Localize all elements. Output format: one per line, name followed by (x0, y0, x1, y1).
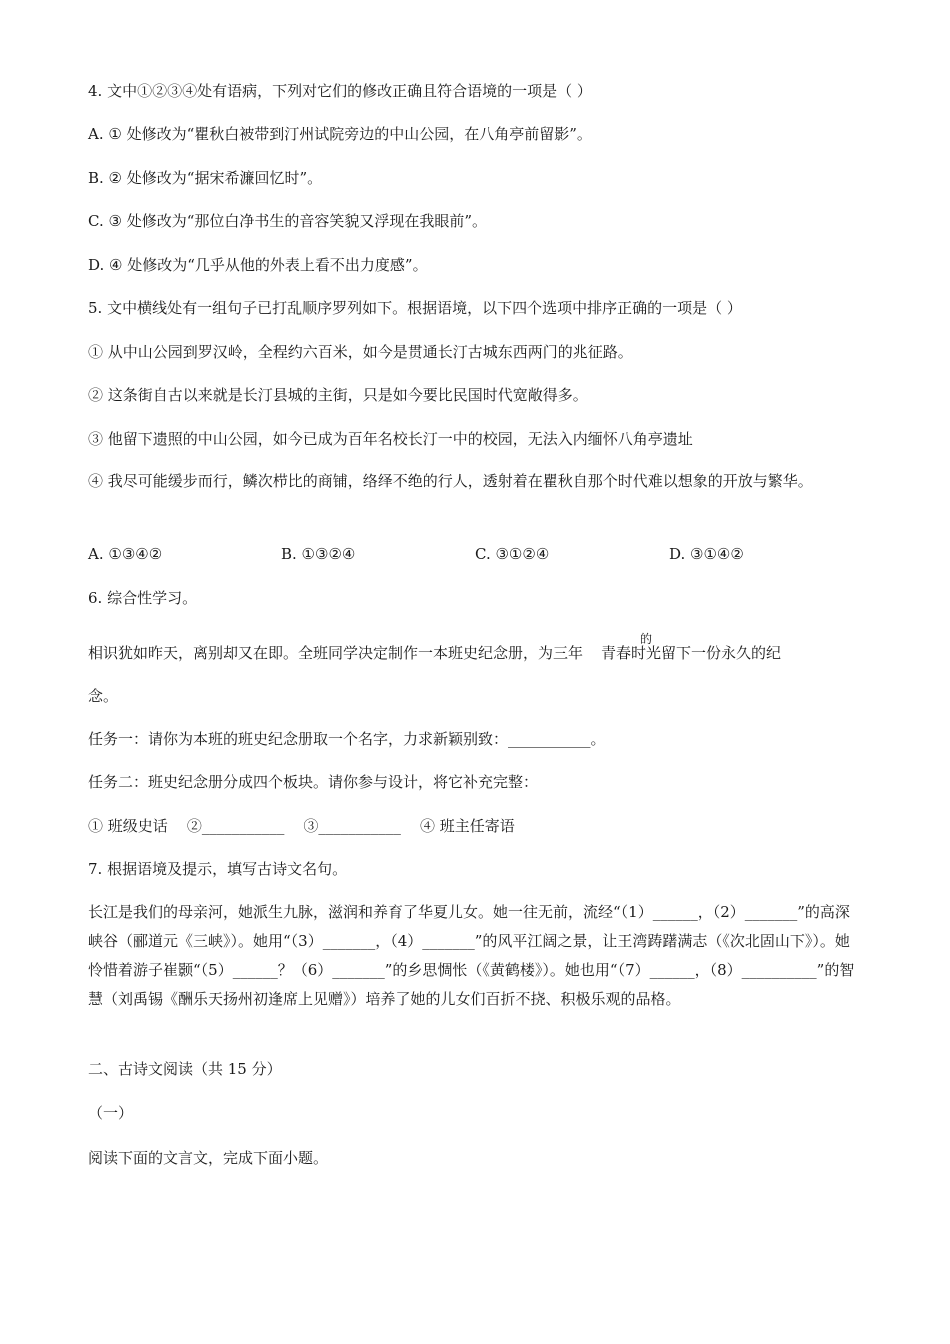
q5-option-a: A. ①③④② (88, 545, 163, 563)
section2-sub: （一） (88, 1104, 134, 1122)
q4-option-c: C. ③ 处修改为“那位白净书生的音容笑貌又浮现在我眼前”。 (88, 212, 488, 230)
q7-passage: 长江是我们的母亲河，她派生九脉，滋润和养育了华夏儿女。她一往无前，流经“（1）______，（2）_______”的高深峡谷（郦道元《三峡》）。她用“（3）_______，（4）_______”的风平江阔之景，让王湾踌躇满志（《次北固山下》）。她怜惜着游子崔颢“（5）______？（6）_______”的乡思惆怅（《黄鹤楼》）。她也用“（7）______，（8）__________”的智慧（刘禹锡《酬乐天扬州初逢席上见赠》）培养了她的儿女们百折不挠、积极乐观的品格。 (88, 903, 855, 1008)
q6-intro-line1 (88, 642, 781, 664)
q6-task2: 任务二：班史纪念册分成四个板块。请你参与设计，将它补充完整： (88, 773, 539, 791)
q6-stem: 6. 综合性学习。 (88, 589, 198, 607)
q5-sentence-4: ④ 我尽可能缓步而行，鳞次栉比的商铺，络绎不绝的行人，透射着在瞿秋自那个时代难以想象的开放与繁华。 (88, 472, 813, 490)
q4-stem: 4. 文中①②③④处有语病，下列对它们的修改正确且符合语境的一项是（ ） (88, 82, 592, 100)
q5-option-c: C. ③①②④ (475, 545, 550, 563)
q6-task1: 任务一：请你为本班的班史纪念册取一个名字，力求新颖别致：___________。 (88, 730, 606, 748)
q6-intro-before: 相识犹如昨天，离别却又在即。全班同学决定制作一本班史纪念册，为三年 (88, 644, 584, 662)
q4-option-d: D. ④ 处修改为“几乎从他的外表上看不出力度感”。 (88, 256, 428, 274)
q5-sentence-3: ③ 他留下遗照的中山公园，如今已成为百年名校长汀一中的校园，无法入内缅怀八角亭遗址 (88, 430, 693, 448)
section2-title: 二、古诗文阅读（共 15 分） (88, 1060, 282, 1078)
section2-instruction: 阅读下面的文言文，完成下面小题。 (88, 1149, 329, 1167)
q6-intro-line2: 念。 (88, 687, 119, 705)
q5-sentence-2: ② 这条街自古以来就是长汀县城的主街，只是如今要比民国时代宽敞得多。 (88, 386, 588, 404)
q6-intro-after-part: 青春时光留下一份永久的纪 (601, 644, 782, 662)
q5-stem: 5. 文中横线处有一组句子已打乱顺序罗列如下。根据语境，以下四个选项中排序正确的一项是（ ） (88, 299, 742, 317)
q4-option-a: A. ① 处修改为“瞿秋白被带到汀州试院旁边的中山公园，在八角亭前留影”。 (88, 125, 592, 143)
q5-option-b: B. ①③②④ (281, 545, 356, 563)
q6-intro-sup: 的 (640, 632, 653, 646)
q4-option-b: B. ② 处修改为“据宋希濂回忆时”。 (88, 169, 323, 187)
q5-option-d: D. ③①④② (669, 545, 744, 563)
q6-blocks: ① 班级史话 ②___________ ③___________ ④ 班主任寄语 (88, 817, 515, 835)
q7-stem: 7. 根据语境及提示，填写古诗文名句。 (88, 860, 348, 878)
q5-sentence-1: ① 从中山公园到罗汉岭，全程约六百米，如今是贯通长汀古城东西两门的兆征路。 (88, 343, 633, 361)
